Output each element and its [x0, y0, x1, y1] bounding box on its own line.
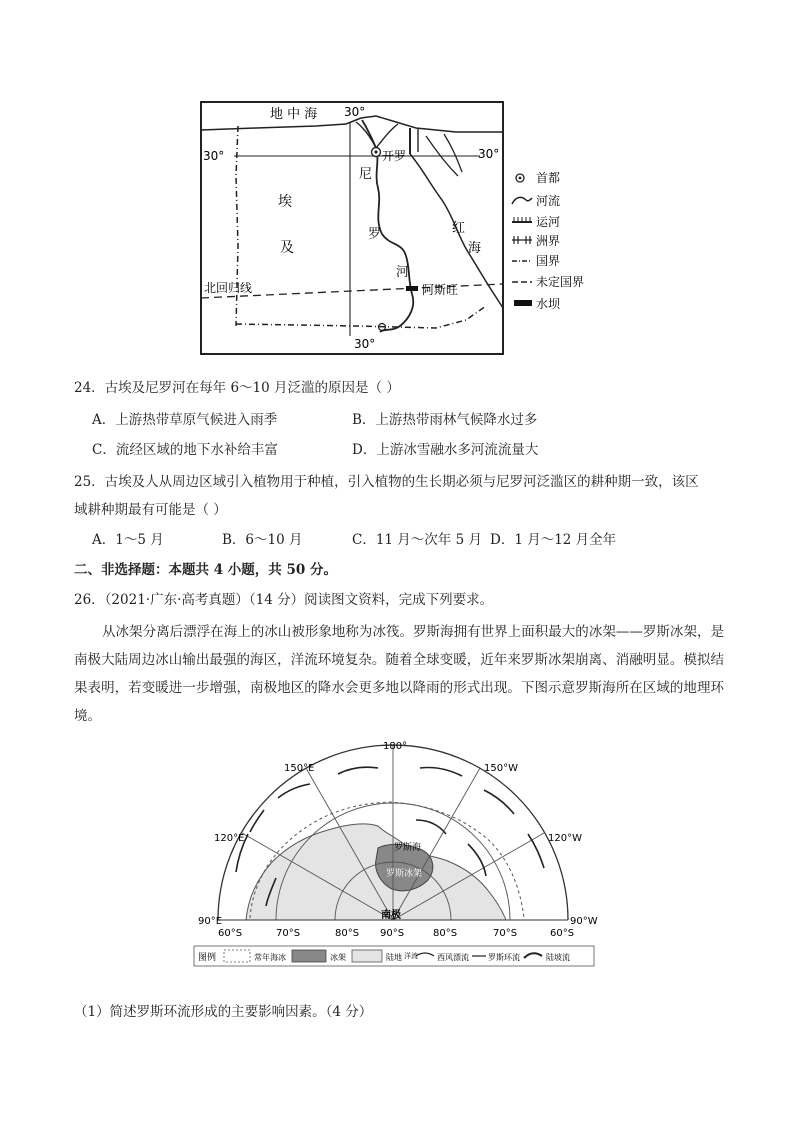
- label-lat70s-left: 70°S: [276, 928, 301, 939]
- legend-dam: 水坝: [536, 297, 561, 311]
- map2-legend: [194, 946, 594, 966]
- label-lon120e: 120°E: [214, 833, 245, 844]
- legend-undetermined-boundary: 未定国界: [536, 275, 585, 289]
- label-ross-sea: 罗斯海: [394, 843, 422, 853]
- label-lat60s-right: 60°S: [550, 928, 575, 939]
- legend-canal: 运河: [536, 215, 561, 229]
- legend-continent-boundary-icon: [512, 236, 532, 244]
- nile-delta-branch: [376, 124, 398, 148]
- q26-sub1: （1）简述罗斯环流形成的主要影响因素。（4 分）: [74, 1004, 373, 1020]
- q25-option-b: B．6～10 月: [222, 532, 303, 548]
- legend-ice-shelf-icon: [292, 950, 326, 962]
- q24-stem: 24．古埃及尼罗河在每年 6～10 月泛滥的原因是（ ）: [74, 380, 400, 396]
- q25-option-c: C．11 月～次年 5 月: [352, 532, 482, 548]
- gulf-coast: [444, 134, 462, 172]
- label-egypt-1: 埃: [278, 194, 292, 210]
- label-lat90s: 90°S: [380, 928, 405, 939]
- label-egypt-2: 及: [280, 240, 294, 256]
- capital-dot: [374, 150, 377, 153]
- dam-icon: [406, 286, 418, 291]
- legend-capital: 首都: [536, 171, 561, 185]
- q25-stem-line2: 域耕种期最有可能是（ ）: [74, 502, 227, 518]
- q25-option-a: A．1～5 月: [92, 532, 164, 548]
- section-heading: 二、非选择题：本题共 4 小题，共 50 分。: [74, 562, 337, 578]
- label-lat60s-left: 60°S: [218, 928, 243, 939]
- label-lon90e: 90°E: [198, 916, 223, 927]
- legend-slope-current: 陆坡流: [546, 953, 570, 962]
- q26-stem: 26．（2021·广东·高考真题）（14 分）阅读图文资料，完成下列要求。: [74, 592, 494, 608]
- q25-stem-line1: 25．古埃及人从周边区域引入植物用于种植，引入植物的生长期必须与尼罗河泛滥区的耕种期一致，该区: [74, 474, 699, 490]
- label-lat30-left: 30°: [203, 149, 225, 163]
- legend-current-word: 洋流: [404, 952, 418, 960]
- label-lon90w: 90°W: [570, 916, 598, 927]
- ross-sea-map: [188, 738, 600, 970]
- legend-sea-ice-icon: [224, 950, 250, 962]
- legend-land: 陆地: [386, 953, 402, 962]
- label-lat30-right: 30°: [478, 147, 500, 161]
- legend-west-wind-drift: 西风漂流: [437, 953, 469, 962]
- label-lat30-bottom: 30°: [354, 337, 376, 351]
- q25-option-d: D．1 月～12 月全年: [490, 532, 617, 548]
- label-lat80s-right: 80°S: [433, 928, 458, 939]
- label-nile-3: 河: [396, 265, 410, 280]
- label-tropic: 北回归线: [204, 281, 253, 295]
- label-ross-shelf: 罗斯冰架: [386, 869, 423, 879]
- label-lon120w: 120°W: [548, 833, 582, 844]
- legend-land-icon: [352, 950, 382, 962]
- legend-dam-icon: [514, 300, 532, 306]
- q26-paragraph: 从冰架分离后漂浮在海上的冰山被形象地称为冰筏。罗斯海拥有世界上面积最大的冰架——罗斯冰架，是南极大陆周边冰山输出最强的海区，洋流环境复杂。随着全球变暖，近年来罗斯冰架崩离、消融明显。模拟结果表明，若变暖进一步增强，南极地区的降水会更多地以降雨的形式出现。下图示意罗斯海所在区域的地理环境。: [74, 624, 724, 724]
- label-south-pole: 南极: [381, 910, 401, 921]
- legend-ice-shelf: 冰架: [330, 953, 346, 962]
- legend-river-icon: [512, 197, 532, 204]
- legend-river: 河流: [536, 194, 561, 208]
- legend-title: 图例: [198, 953, 217, 963]
- q24-option-c: C．流经区域的地下水补给丰富: [92, 442, 278, 458]
- southern-border: [236, 306, 486, 328]
- legend-ross-gyre: 罗斯环流: [488, 953, 520, 962]
- q24-option-b: B．上游热带雨林气候降水过多: [352, 412, 538, 428]
- label-sea-med: 地 中 海: [270, 107, 318, 122]
- label-red-sea-2: 海: [468, 241, 482, 256]
- label-lon150w: 150°W: [484, 763, 518, 774]
- legend-capital-dot: [519, 177, 522, 180]
- label-lon150e: 150°E: [284, 763, 315, 774]
- legend-continent-boundary: 洲界: [536, 234, 561, 248]
- map1-legend: [512, 170, 584, 311]
- label-lat70s-right: 70°S: [493, 928, 518, 939]
- legend-national-boundary: 国界: [536, 254, 561, 268]
- legend-sea-ice: 常年海冰: [254, 953, 286, 962]
- q24-option-d: D．上游冰雪融水多河流流量大: [352, 442, 539, 458]
- egypt-map: [196, 96, 616, 358]
- label-nile-1: 尼: [359, 167, 373, 182]
- label-cairo: 开罗: [382, 149, 407, 163]
- label-lon180: 180°: [383, 741, 408, 752]
- label-lat30-top: 30°: [344, 105, 366, 119]
- label-nile-2: 罗: [368, 227, 382, 242]
- label-lat80s-left: 80°S: [335, 928, 360, 939]
- label-red-sea-1: 红: [452, 221, 466, 236]
- q24-option-a: A．上游热带草原气候进入雨季: [92, 412, 278, 428]
- label-aswan: 阿斯旺: [422, 283, 459, 297]
